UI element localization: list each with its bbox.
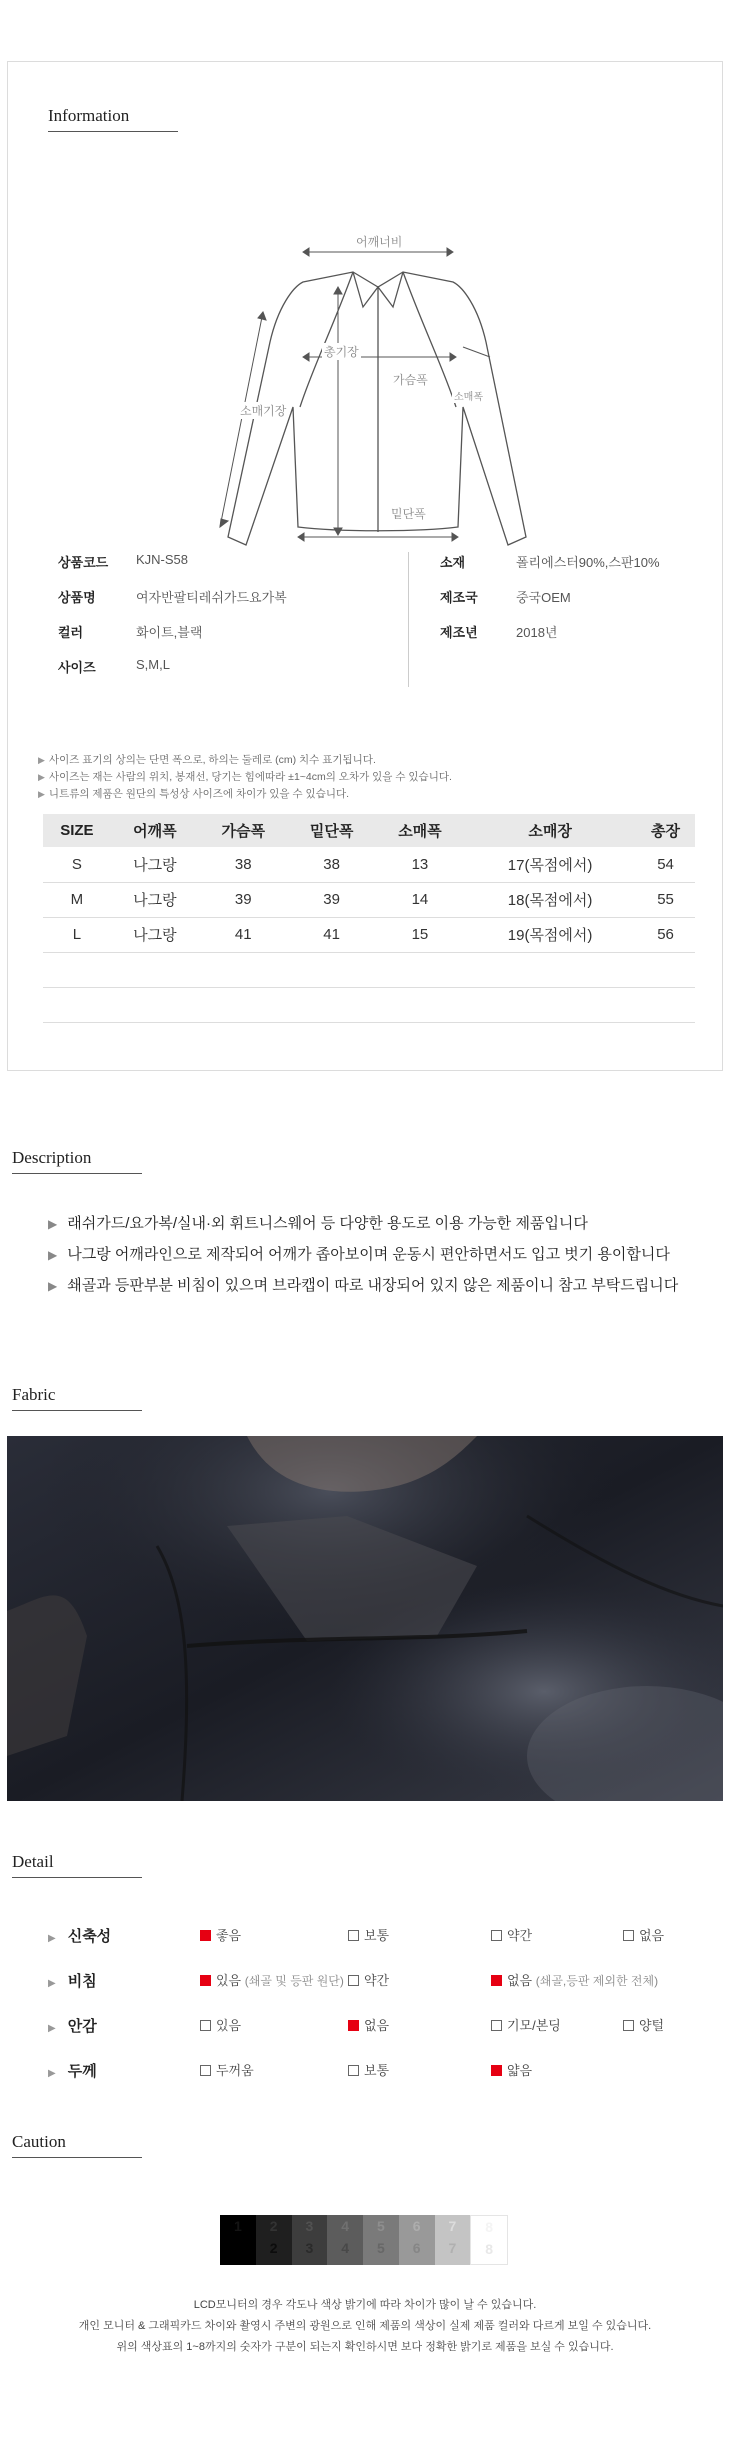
col-header: SIZE — [43, 814, 111, 847]
caution-line: 위의 색상표의 1~8까지의 숫자가 구분이 되는지 확인하시면 보다 정확한 밝기로 제품을 보실 수 있습니다. — [116, 2341, 614, 2353]
swatch-number-bottom: 1 — [233, 2240, 242, 2256]
arrow-right-icon: ▶ — [48, 1248, 58, 1262]
swatch-step — [327, 2215, 363, 2265]
spec-value: S,M,L — [136, 657, 170, 672]
swatch-number-bottom: 4 — [341, 2240, 350, 2256]
detail-option: 보통 — [348, 2060, 389, 2079]
size-diagram — [208, 157, 548, 577]
swatch-number-top: 7 — [448, 2218, 457, 2234]
shirt-outline-icon — [208, 157, 548, 577]
size-table — [43, 814, 695, 1023]
table-cell: 38 — [287, 847, 375, 882]
swatch-number-top: 3 — [305, 2218, 314, 2234]
swatch-number-bottom: 7 — [448, 2240, 457, 2256]
checkbox-empty-icon — [491, 2020, 502, 2031]
swatch-step — [256, 2215, 292, 2265]
swatch-number-top: 8 — [485, 2219, 494, 2235]
detail-row-thickness — [48, 2060, 688, 2082]
swatch-number-top: 4 — [341, 2218, 350, 2234]
table-cell: 나그랑 — [111, 882, 199, 917]
table-row-empty — [43, 952, 695, 987]
swatch-step — [435, 2215, 471, 2265]
arrow-right-icon: ▶ — [48, 1978, 56, 1989]
checkbox-empty-icon — [623, 2020, 634, 2031]
arrow-right-icon: ▶ — [48, 2068, 56, 2079]
detail-option: 얇음 — [491, 2060, 532, 2079]
detail-option: 좋음 — [200, 1925, 241, 1944]
checkbox-empty-icon — [623, 1930, 634, 1941]
table-cell: 19(목점에서) — [464, 917, 636, 952]
diagram-label-hem: 밑단폭 — [391, 507, 426, 521]
detail-option: 보통 — [348, 1925, 389, 1944]
size-notes — [38, 752, 452, 803]
detail-key: ▶ 신축성 — [48, 1928, 112, 1945]
arrow-right-icon: ▶ — [48, 2023, 56, 2034]
detail-option: 약간 — [348, 1970, 389, 1989]
arrow-right-icon: ▶ — [48, 1279, 58, 1293]
table-cell: 나그랑 — [111, 847, 199, 882]
triangle-icon: ▶ — [38, 755, 45, 765]
col-header: 밑단폭 — [287, 814, 375, 847]
detail-key: ▶ 비침 — [48, 1973, 97, 1990]
swatch-number-top: 5 — [376, 2218, 385, 2234]
diagram-label-chest: 가슴폭 — [393, 373, 428, 387]
spec-key: 제조년 — [440, 625, 478, 640]
caution-line: 개인 모니터 & 그래픽카드 차이와 촬영시 주변의 광원으로 인해 제품의 색상이 실제 제품 컬러와 다르게 보일 수 있습니다. — [78, 2320, 652, 2332]
description-title: Description — [12, 1148, 142, 1174]
checkbox-empty-icon — [200, 2065, 211, 2076]
detail-row-lining — [48, 2015, 688, 2037]
table-cell: 38 — [199, 847, 287, 882]
table-cell: 17(목점에서) — [464, 847, 636, 882]
checkbox-checked-icon — [491, 2065, 502, 2076]
table-row-empty — [43, 987, 695, 1022]
swatch-number-bottom: 5 — [376, 2240, 385, 2256]
table-cell: 나그랑 — [111, 917, 199, 952]
col-header: 어깨폭 — [111, 814, 199, 847]
spec-table — [48, 552, 688, 687]
spec-value: 중국OEM — [516, 590, 571, 605]
table-cell: 13 — [376, 847, 464, 882]
table-cell: 39 — [199, 882, 287, 917]
fabric-photo — [7, 1436, 723, 1801]
table-row — [43, 847, 695, 882]
swatch-step — [363, 2215, 399, 2265]
checkbox-checked-icon — [491, 1975, 502, 1986]
spec-value: 여자반팔티레쉬가드요가복 — [136, 590, 287, 605]
detail-key: ▶ 두께 — [48, 2063, 97, 2080]
description-text: 나그랑 어깨라인으로 제작되어 어깨가 좁아보이며 운동시 편안하면서도 입고 벗기 용이합니다 — [67, 1246, 670, 1263]
table-cell: 15 — [376, 917, 464, 952]
information-panel — [7, 61, 723, 1071]
description-text: 래쉬가드/요가복/실내·외 휘트니스웨어 등 다양한 용도로 이용 가능한 제품입니다 — [67, 1215, 588, 1232]
description-item — [48, 1243, 678, 1274]
table-cell: M — [43, 882, 111, 917]
diagram-label-total-length: 총기장 — [324, 345, 359, 359]
arrow-right-icon: ▶ — [48, 1217, 58, 1231]
note-item — [38, 786, 452, 803]
brightness-swatch — [220, 2215, 508, 2265]
swatch-step — [470, 2215, 508, 2265]
note-item — [38, 752, 452, 769]
detail-option: 없음 — [623, 1925, 664, 1944]
size-table-header — [43, 814, 695, 847]
swatch-step — [292, 2215, 328, 2265]
table-cell: 55 — [636, 882, 695, 917]
col-header: 가슴폭 — [199, 814, 287, 847]
detail-option: 두꺼움 — [200, 2060, 254, 2079]
spec-value: 화이트,블랙 — [136, 625, 203, 640]
spec-value: 폴리에스터90%,스판10% — [516, 555, 660, 570]
table-cell: 41 — [287, 917, 375, 952]
description-text: 쇄골과 등판부분 비침이 있으며 브라캡이 따로 내장되어 있지 않은 제품이니 참고 부탁드립니다 — [67, 1277, 679, 1294]
spec-key: 컬러 — [58, 625, 84, 640]
swatch-number-top: 1 — [233, 2218, 242, 2234]
spec-value: KJN-S58 — [136, 552, 189, 567]
table-cell: 56 — [636, 917, 695, 952]
spec-key: 상품코드 — [58, 555, 109, 570]
detail-row-elasticity — [48, 1925, 688, 1947]
description-list — [48, 1212, 678, 1305]
swatch-number-bottom: 3 — [305, 2240, 314, 2256]
col-header: 소매폭 — [376, 814, 464, 847]
triangle-icon: ▶ — [38, 789, 45, 799]
spec-key: 제조국 — [440, 590, 478, 605]
spec-value: 2018년 — [516, 625, 558, 640]
note-text: 니트류의 제품은 원단의 특성상 사이즈에 차이가 있을 수 있습니다. — [48, 788, 350, 800]
diagram-label-sleeve-length: 소매기장 — [240, 404, 287, 418]
swatch-number-top: 2 — [269, 2218, 278, 2234]
information-title: Information — [48, 106, 178, 132]
detail-option: 있음 (쇄골 및 등판 원단) — [200, 1970, 344, 1989]
checkbox-checked-icon — [200, 1930, 211, 1941]
description-item — [48, 1212, 678, 1243]
note-text: 사이즈 표기의 상의는 단면 폭으로, 하의는 둘레로 (cm) 치수 표기됩니다. — [48, 754, 376, 766]
table-cell: 14 — [376, 882, 464, 917]
spec-key: 소재 — [440, 555, 466, 570]
checkbox-empty-icon — [200, 2020, 211, 2031]
checkbox-empty-icon — [491, 1930, 502, 1941]
spec-key: 사이즈 — [58, 660, 96, 675]
spec-key: 상품명 — [58, 590, 96, 605]
col-header: 총장 — [636, 814, 695, 847]
checkbox-checked-icon — [200, 1975, 211, 1986]
table-row — [43, 917, 695, 952]
detail-option: 기모/본딩 — [491, 2015, 561, 2034]
col-header: 소매장 — [464, 814, 636, 847]
table-cell: 54 — [636, 847, 695, 882]
swatch-number-top: 6 — [412, 2218, 421, 2234]
checkbox-empty-icon — [348, 1975, 359, 1986]
detail-option: 양털 — [623, 2015, 664, 2034]
note-item — [38, 769, 452, 786]
detail-row-transparency — [48, 1970, 688, 1992]
note-text: 사이즈는 재는 사람의 위치, 봉재선, 당기는 힘에따라 ±1~4cm의 오차가 있을 수 있습니다. — [48, 771, 452, 783]
caution-title: Caution — [12, 2132, 142, 2158]
detail-option: 없음 (쇄골,등판 제외한 전체) — [491, 1970, 658, 1989]
table-cell: 39 — [287, 882, 375, 917]
diagram-label-sleeve-width: 소매폭 — [452, 388, 485, 403]
swatch-step — [220, 2215, 256, 2265]
table-cell: 41 — [199, 917, 287, 952]
table-cell: L — [43, 917, 111, 952]
fabric-closeup-image — [7, 1436, 723, 1801]
checkbox-checked-icon — [348, 2020, 359, 2031]
triangle-icon: ▶ — [38, 772, 45, 782]
caution-text — [0, 2295, 730, 2358]
fabric-title: Fabric — [12, 1385, 142, 1411]
swatch-number-bottom: 2 — [269, 2240, 278, 2256]
detail-option: 있음 — [200, 2015, 241, 2034]
checkbox-empty-icon — [348, 2065, 359, 2076]
table-row — [43, 882, 695, 917]
diagram-label-shoulder: 어깨너비 — [356, 235, 403, 249]
description-item — [48, 1274, 678, 1305]
table-cell: 18(목점에서) — [464, 882, 636, 917]
detail-option: 없음 — [348, 2015, 389, 2034]
checkbox-empty-icon — [348, 1930, 359, 1941]
swatch-step — [399, 2215, 435, 2265]
swatch-number-bottom: 8 — [485, 2241, 494, 2257]
arrow-right-icon: ▶ — [48, 1933, 56, 1944]
spec-divider — [408, 552, 409, 687]
caution-line: LCD모니터의 경우 각도나 색상 밝기에 따라 차이가 많이 날 수 있습니다. — [193, 2299, 537, 2311]
table-cell: S — [43, 847, 111, 882]
detail-key: ▶ 안감 — [48, 2018, 97, 2035]
detail-option: 약간 — [491, 1925, 532, 1944]
detail-title: Detail — [12, 1852, 142, 1878]
swatch-number-bottom: 6 — [412, 2240, 421, 2256]
